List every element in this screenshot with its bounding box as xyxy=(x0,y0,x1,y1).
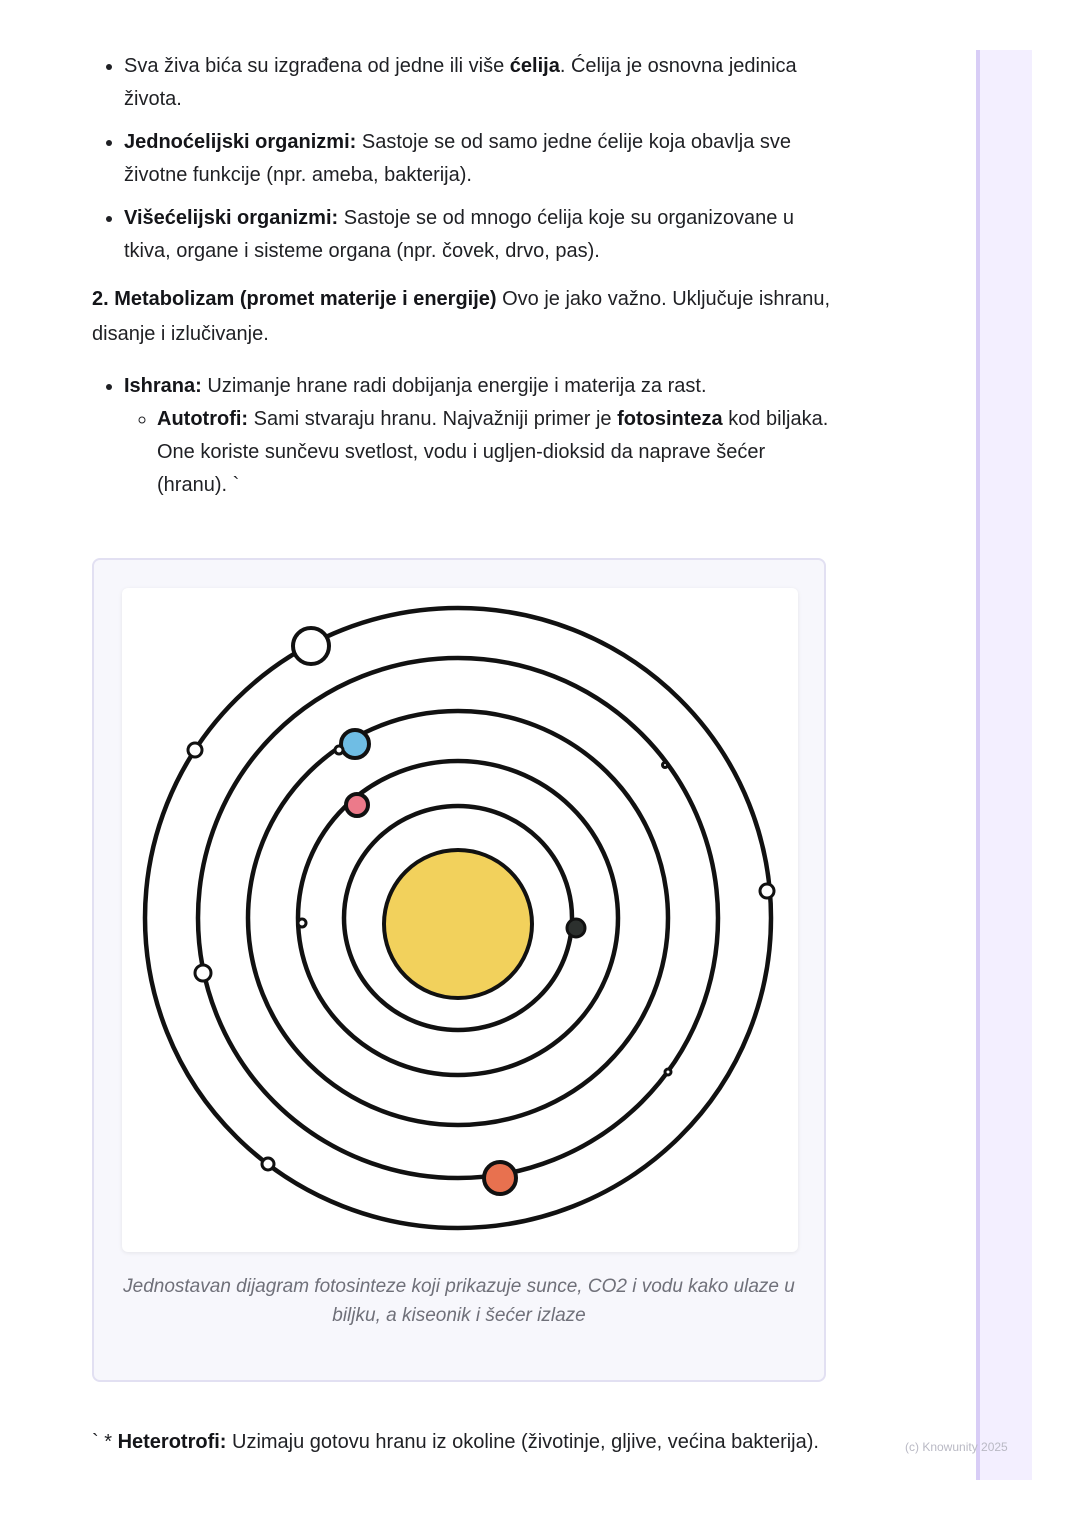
moon-icon xyxy=(188,743,202,757)
bold-term: ćelija xyxy=(509,55,560,77)
moon-icon xyxy=(262,1158,274,1170)
autotrofi-sublist xyxy=(124,403,832,502)
moon-icon xyxy=(298,919,306,927)
sidebar-panel xyxy=(976,50,1032,1480)
copyright-footer: (c) Knowunity 2025 xyxy=(905,1440,1008,1454)
bold-term: fotosinteza xyxy=(617,408,723,430)
bold-term: Jednoćelijski organizmi: xyxy=(124,131,357,153)
planet-icon xyxy=(341,730,369,758)
figure-card xyxy=(92,558,826,1382)
bold-term: Ishrana: xyxy=(124,375,202,397)
moon-icon xyxy=(195,965,211,981)
moon-icon xyxy=(760,884,774,898)
planet-icon xyxy=(567,919,585,937)
planet-icon xyxy=(484,1162,516,1194)
list-item: • Sva živa bića su izgrađena od jedne ili više ćelija. Ćelija je osnovna jedinica života. xyxy=(124,50,832,116)
figure-caption: Jednostavan dijagram fotosinteze koji prikazuje sunce, CO2 i vodu kako ulaze u biljku, a kiseonik i šećer izlaze xyxy=(123,1276,795,1326)
diagram-image xyxy=(122,588,798,1252)
bold-term: Autotrofi: xyxy=(157,408,249,430)
section-2-paragraph: 2. Metabolizam (promet materije i energije) Ovo je jako važno. Uključuje ishranu, disanje i izlučivanje. xyxy=(92,288,831,345)
bold-term: Heterotrofi: xyxy=(117,1431,227,1453)
moon-icon xyxy=(335,746,343,754)
list-item: • Jednoćelijski organizmi: Sastoje se od samo jedne ćelije koja obavlja sve životne funkcije (npr. ameba, bakterija). xyxy=(124,126,832,192)
ishrana-list xyxy=(92,370,832,502)
moon-icon xyxy=(663,763,668,768)
planet-icon xyxy=(293,628,329,664)
heterotrofi-line: ` * Heterotrofi: Uzimaju gotovu hranu iz okoline (životinje, gljive, većina bakterija). xyxy=(92,1431,819,1453)
moon-icon xyxy=(665,1069,671,1075)
sun-icon xyxy=(384,850,532,998)
document-content xyxy=(92,50,832,512)
planet-icon xyxy=(346,794,368,816)
bold-term: Višećelijski organizmi: xyxy=(124,207,339,229)
intro-list xyxy=(92,50,832,268)
list-item: • Ishrana: Uzimanje hrane radi dobijanja energije i materija za rast. ◦ Autotrofi: Sami stvaraju hranu. Najvažniji primer je fotosinteza kod biljaka. One koriste sunčevu svetlost, vodu i ugljen-dioksid da naprave šećer (hranu). ` xyxy=(124,370,832,502)
orbit-diagram xyxy=(122,588,798,1252)
section-heading: 2. Metabolizam (promet materije i energije) xyxy=(92,288,497,310)
list-item: ◦ Autotrofi: Sami stvaraju hranu. Najvažniji primer je fotosinteza kod biljaka. One koriste sunčevu svetlost, vodu i ugljen-dioksid da naprave šećer (hranu). ` xyxy=(157,403,832,502)
list-item: • Višećelijski organizmi: Sastoje se od mnogo ćelija koje su organizovane u tkiva, organe i sisteme organa (npr. čovek, drvo, pas). xyxy=(124,202,832,268)
